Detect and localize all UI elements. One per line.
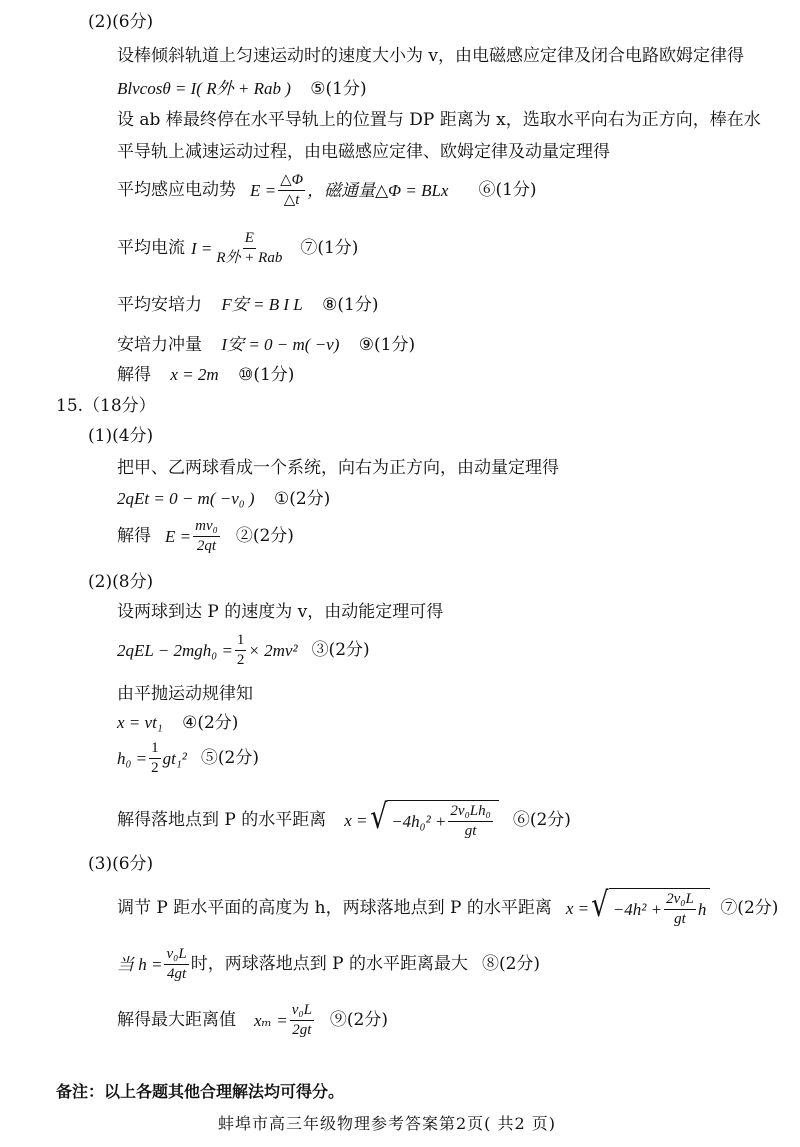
q15p2-eq5-lhs: h₀ =: [117, 749, 148, 769]
q15p3-solution-fraction: [290, 1002, 314, 1040]
p2-force-label: 平均安培力: [117, 295, 202, 315]
q15p3-eq7-lhs: x =: [565, 898, 590, 918]
q15p3-solution-label: 解得最大距离值: [117, 1010, 236, 1031]
q15p2-eq3-lhs: 2qEL − 2mgh₀ =: [117, 641, 233, 661]
q15p3-solution-denominator: 2gt: [292, 1022, 312, 1039]
p2-eq7-mark: ⑦(1分): [300, 238, 359, 259]
page-footer: 蚌埠市高三年级物理参考答案第2页( 共2 页): [218, 1114, 557, 1133]
p2-impulse-row: [117, 336, 415, 354]
q15p2-eq5-row: [117, 740, 259, 778]
q15p2-sqrt: [368, 797, 499, 841]
q15p2-eq5-fraction: [149, 740, 161, 778]
q15p2-eq3-fraction: [235, 632, 247, 670]
q15p2-eq4-row: [117, 714, 238, 732]
q15p2-line1: 设两球到达 P 的速度为 v，由动能定理可得: [117, 602, 444, 622]
p2-emf-fraction: [278, 172, 305, 210]
q15p3-line2-numerator: v₀L: [164, 946, 188, 965]
q15p2-sqrt-numerator: 2v₀Lh₀: [448, 803, 492, 822]
q15p2-eq3-denominator: 2: [236, 652, 245, 669]
p2-emf-row: [117, 172, 537, 210]
q15p2-eq3-mark: ③(2分): [311, 640, 370, 661]
q15p2-eq6-mark: ⑥(2分): [512, 809, 571, 830]
q15p1-solution-fraction: [193, 518, 220, 556]
q15p1-solution-numerator: mv₀: [193, 518, 220, 537]
p2-impulse-label: 安培力冲量: [117, 335, 202, 355]
q15p2-line2: 由平抛运动规律知: [117, 684, 253, 704]
q15-part2-header: (2)(8分): [88, 572, 154, 592]
q15p2-sqrt-denominator: gt: [464, 823, 477, 840]
q15p1-line1: 把甲、乙两球看成一个系统，向右为正方向，由动量定理得: [117, 458, 559, 478]
q15p2-eq4: x = vt₁: [117, 713, 163, 732]
p2-current-numerator: E: [243, 230, 256, 249]
q15p2-solution-row: [117, 797, 571, 841]
q15p1-eq1-mark: ①(2分): [273, 489, 331, 509]
q15p3-sqrt-term: −4h² +: [612, 900, 663, 920]
radical-sign-icon: √: [591, 885, 609, 925]
q15p2-eq5-mark: ⑤(2分): [200, 748, 259, 769]
q15p1-eq1-row: [117, 490, 330, 508]
q15p1-solution-denominator: 2qt: [196, 538, 217, 555]
q15p3-solution-numerator: v₀L: [290, 1002, 314, 1021]
q15p2-eq5-numerator: 1: [149, 740, 161, 759]
p2-current-label: 平均电流: [117, 238, 185, 259]
q15p1-eq2-mark: ②(2分): [235, 526, 294, 547]
q15p2-solution-label: 解得落地点到 P 的水平距离: [117, 809, 327, 830]
p2-force-eq: F安 = B I L: [221, 295, 303, 314]
p2-solution-eq: x = 2m: [170, 365, 219, 384]
p2-current-lhs: I =: [191, 239, 213, 259]
q15p2-eq3-row: [117, 632, 370, 670]
q15p3-line2-post: 时，两球落地点到 P 的水平距离最大: [190, 954, 468, 975]
q15p1-eq1: 2qEt = 0 − m( −v₀ ): [117, 489, 255, 508]
q15p2-sqrt-fraction: [448, 803, 492, 841]
p2-eq5-row: [117, 80, 367, 98]
q15p3-line2-fraction: [164, 946, 188, 984]
p2-eq5-mark: ⑤(1分): [310, 79, 367, 99]
q15p3-eq7-row: [117, 885, 779, 929]
q15p2-sqrt-term: −4h₀² +: [391, 812, 447, 832]
q15p3-eq8-row: [117, 946, 540, 984]
p2-current-row: [117, 230, 358, 268]
p2-current-fraction: [214, 230, 284, 268]
q15p2-eq3-numerator: 1: [235, 632, 247, 651]
p2-eq6-mark: ⑥(1分): [478, 180, 537, 201]
p2-eq9-mark: ⑨(1分): [358, 335, 416, 355]
p2-force-row: [117, 296, 379, 314]
p2-solution-label: 解得: [117, 365, 151, 385]
q15p2-eq5-denominator: 2: [151, 760, 159, 777]
remark-note: 备注：以上各题其他合理解法均可得分。: [56, 1082, 345, 1101]
p2-eq10-mark: ⑩(1分): [238, 365, 295, 385]
q15p3-sqrt-numerator: 2v₀L: [664, 891, 696, 910]
p2-emf-denominator: △t: [283, 192, 300, 209]
q15p2-eq5-tail: gt₁²: [162, 749, 187, 769]
p2-eq8-mark: ⑧(1分): [322, 295, 379, 315]
q15p2-eq4-mark: ④(2分): [182, 713, 239, 733]
q15p3-sqrt: [589, 885, 710, 929]
p2-line3: 平导轨上减速运动过程，由电磁感应定律、欧姆定律及动量定理得: [117, 142, 610, 162]
p2-current-denominator: R外 + Rab: [216, 250, 283, 267]
p2-emf-numerator: △Φ: [278, 172, 305, 191]
p2-eq5: Blvcosθ = I( R外 + Rab ): [117, 79, 291, 98]
q15p3-sqrt-denominator: gt: [674, 911, 686, 928]
q15p2-eq3-tail: × 2mv²: [248, 641, 298, 661]
q15p1-solution-lhs: E =: [165, 527, 192, 547]
p2-emf-tail: ，磁通量△Φ = BLx: [307, 181, 449, 201]
q15p3-eq9-mark: ⑨(2分): [329, 1010, 389, 1031]
q15p3-solution-row: [117, 1002, 388, 1040]
p2-solution-row: [117, 366, 294, 384]
p2-line2: 设 ab 棒最终停在水平导轨上的位置与 DP 距离为 x，选取水平向右为正方向，棒在水: [117, 110, 761, 130]
q15p2-solution-lhs: x =: [344, 810, 368, 830]
q15-part1-header: (1)(4分): [88, 426, 154, 446]
p2-line1: 设棒倾斜轨道上匀速运动时的速度大小为 v，由电磁感应定律及闭合电路欧姆定律得: [117, 46, 745, 66]
p2-impulse-eq: I安 = 0 − m( −v): [221, 335, 340, 354]
q15p3-sqrt-tail: h: [697, 900, 707, 920]
q15p1-solution-row: [117, 518, 294, 556]
q15-header: 15.（18分）: [56, 396, 156, 416]
q15-part3-header: (3)(6分): [88, 854, 154, 874]
q15p3-line1: 调节 P 距水平面的高度为 h，两球落地点到 P 的水平距离: [117, 897, 552, 918]
q15p1-solution-label: 解得: [117, 526, 151, 547]
p2-emf-label: 平均感应电动势: [117, 180, 236, 201]
q15p3-sqrt-fraction: [664, 891, 696, 929]
p2-emf-lhs: E =: [250, 181, 277, 201]
q15p3-eq8-mark: ⑧(2分): [481, 954, 541, 975]
q15p3-eq7-mark: ⑦(2分): [720, 897, 779, 918]
q15p3-solution-lhs: xₘ =: [254, 1011, 288, 1031]
q15p3-line2-pre: 当 h =: [117, 955, 163, 975]
q15p3-line2-denominator: 4gt: [167, 966, 187, 983]
radical-sign-icon: √: [369, 797, 388, 837]
part2-header: (2)(6分): [88, 12, 154, 32]
